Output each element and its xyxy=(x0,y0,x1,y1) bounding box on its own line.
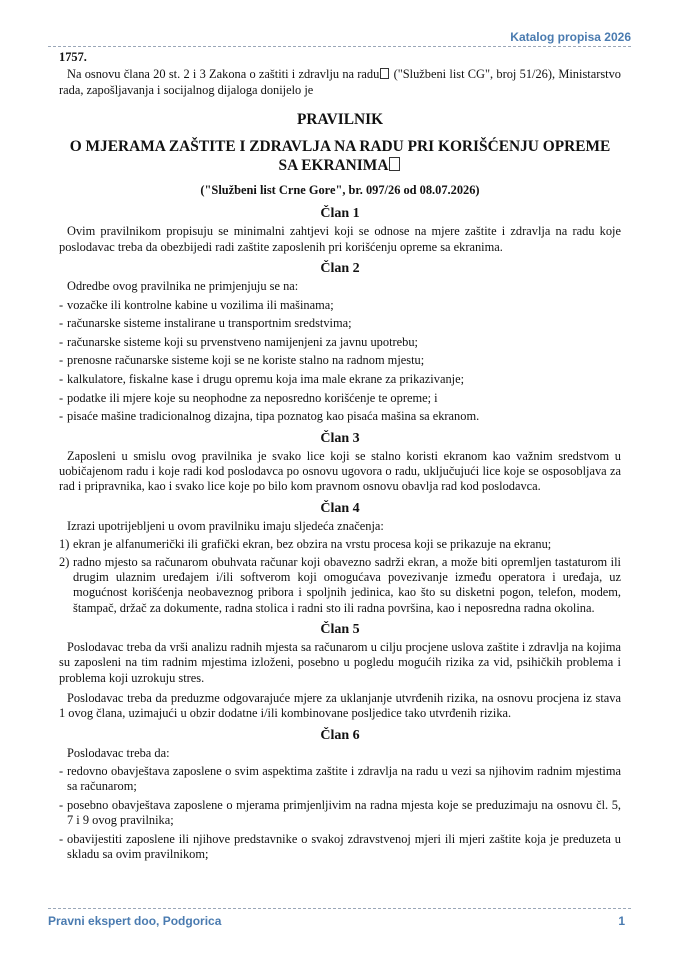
document-title: PRAVILNIK xyxy=(296,110,384,128)
list-item xyxy=(59,555,621,616)
document-body xyxy=(59,50,621,866)
intro-text-rest: ("Službeni list CG", broj 51/26), Ministarstvo rada, zapošljavanja i socijalnog dijaloga donijelo je xyxy=(59,67,621,97)
missing-glyph-icon xyxy=(389,157,400,171)
list-item: - posebno obavještava zaposlene o mjerama primjenljivim na radna mjesta koje se preduzimaju na osnovu čl. 5, 7 i 9 ovog pravilnika; xyxy=(59,798,621,829)
exclusion-list xyxy=(59,298,621,425)
article-paragraph: Izrazi upotrijebljeni u ovom pravilniku imaju sljedeća značenja: xyxy=(67,519,384,534)
catalog-title: Katalog propisa 2026 xyxy=(510,30,631,44)
article-heading: Član 4 xyxy=(320,500,360,516)
article-heading: Član 1 xyxy=(320,206,360,222)
article-heading: Član 6 xyxy=(320,727,360,743)
definitions-list xyxy=(59,537,621,615)
page-header xyxy=(48,28,631,47)
list-item: - obavijestiti zaposlene ili njihove predstavnike o svakoj zdravstvenoj mjeri ili mjeri zaštite koja je preduzeta u skladu sa ovim pravilnikom; xyxy=(59,832,621,863)
list-item: - računarske sisteme koji su prvenstveno namijenjeni za javnu upotrebu; xyxy=(59,335,621,350)
subtitle-text: O MJERAMA ZAŠTITE I ZDRAVLJA NA RADU PRI KORIŠĆENJU OPREME SA EKRANIMA xyxy=(69,137,611,174)
article-paragraph: Odredbe ovog pravilnika ne primjenjuju se na: xyxy=(67,279,299,294)
list-item: - računarske sisteme instalirane u transportnim sredstvima; xyxy=(59,316,621,331)
gazette-reference: ("Službeni list Crne Gore", br. 097/26 od 08.07.2026) xyxy=(200,182,480,197)
list-item: - kalkulatore, fiskalne kase i drugu opremu koja ima male ekrane za prikazivanje; xyxy=(59,372,621,387)
list-item: - prenosne računarske sisteme koji se ne koriste stalno na radnom mjestu; xyxy=(59,353,621,368)
article-heading: Član 5 xyxy=(320,621,360,637)
article-paragraph: Poslodavac treba da vrši analizu radnih mjesta sa računarom u cilju procjene uslova zaštite i zdravlja na kojima su zaposleni na tim radnim mjestima izloženi, posebno u pogledu mogućih rizika za vid, psihičkih problema i problema koji uzrokuju stres. xyxy=(59,640,621,685)
publisher-name: Pravni ekspert doo, Podgorica xyxy=(48,914,222,928)
document-subtitle xyxy=(59,137,621,175)
article-heading: Član 2 xyxy=(320,261,360,277)
item-text: ekran je alfanumerički ili grafički ekran, bez obzira na vrstu procesa koji se prikazuje na ekranu; xyxy=(73,537,552,552)
item-number: 1) xyxy=(59,537,70,552)
list-item: - pisaće mašine tradicionalnog dizajna, tipa poznatog kao pisaća mašina sa ekranom. xyxy=(59,409,621,424)
obligations-list xyxy=(59,764,621,862)
article-paragraph: Poslodavac treba da preduzme odgovarajuće mjere za uklanjanje utvrđenih rizika, na osnovu procjena iz stava 1 ovog člana, uzimajući u obzir dodatne i/ili kombinovane posljedice tako utvrđenih rizika. xyxy=(59,690,621,721)
article-paragraph: Poslodavac treba da: xyxy=(67,745,170,760)
article-heading: Član 3 xyxy=(320,430,360,446)
page-number: 1 xyxy=(618,914,625,928)
list-item: - vozačke ili kontrolne kabine u vozilima ili mašinama; xyxy=(59,298,621,313)
intro-text: Na osnovu člana 20 st. 2 i 3 Zakona o zaštiti i zdravlju na radu xyxy=(67,67,380,82)
item-text: radno mjesto sa računarom obuhvata računar koji obavezno sadrži ekran, a može biti opremljen tastaturom ili drugim ulaznim uređajem i/ili softverom koji omogućava povezivanje između operatora i uređaja, uz mogućnost korišćenja neobaveznog pribora i spoljnih jedinica, kao što su disketni pogon, telefon, modem, štampač, držač za dokumente, radna stolica i radni sto ili radna površina, kao i neposredna radna okolina. xyxy=(73,554,621,615)
item-number: 2) xyxy=(59,554,70,569)
article-paragraph: Ovim pravilnikom propisuju se minimalni zahtjevi koji se odnose na mjere zaštite i zdravlja na radu koje poslodavac treba da obezbijedi radi zaštite zaposlenih pri korišćenju opreme sa ekranima. xyxy=(59,224,621,254)
page-footer xyxy=(48,908,631,929)
intro-paragraph xyxy=(59,67,621,98)
missing-glyph-icon xyxy=(380,68,389,79)
list-item: - redovno obavještava zaposlene o svim aspektima zaštite i zdravlja na radu u vezi sa njihovim radnim mjestima sa računarom; xyxy=(59,764,621,795)
list-item xyxy=(59,537,621,552)
article-paragraph: Zaposleni u smislu ovog pravilnika je svako lice koji se stalno koristi ekranom kao važnim sredstvom u uobičajenom radu i koje radi kod poslodavca po osnovu ugovora o radu, uključujući lice koje se osposobljava za rad i pripravnika, kao i svako lice koje po bilo kom pravnom osnovu obavlja rad kod poslodavca. xyxy=(59,448,621,494)
list-item: - podatke ili mjere koje su neophodne za neposredno korišćenje te opreme; i xyxy=(59,391,621,406)
document-number: 1757. xyxy=(59,50,87,64)
